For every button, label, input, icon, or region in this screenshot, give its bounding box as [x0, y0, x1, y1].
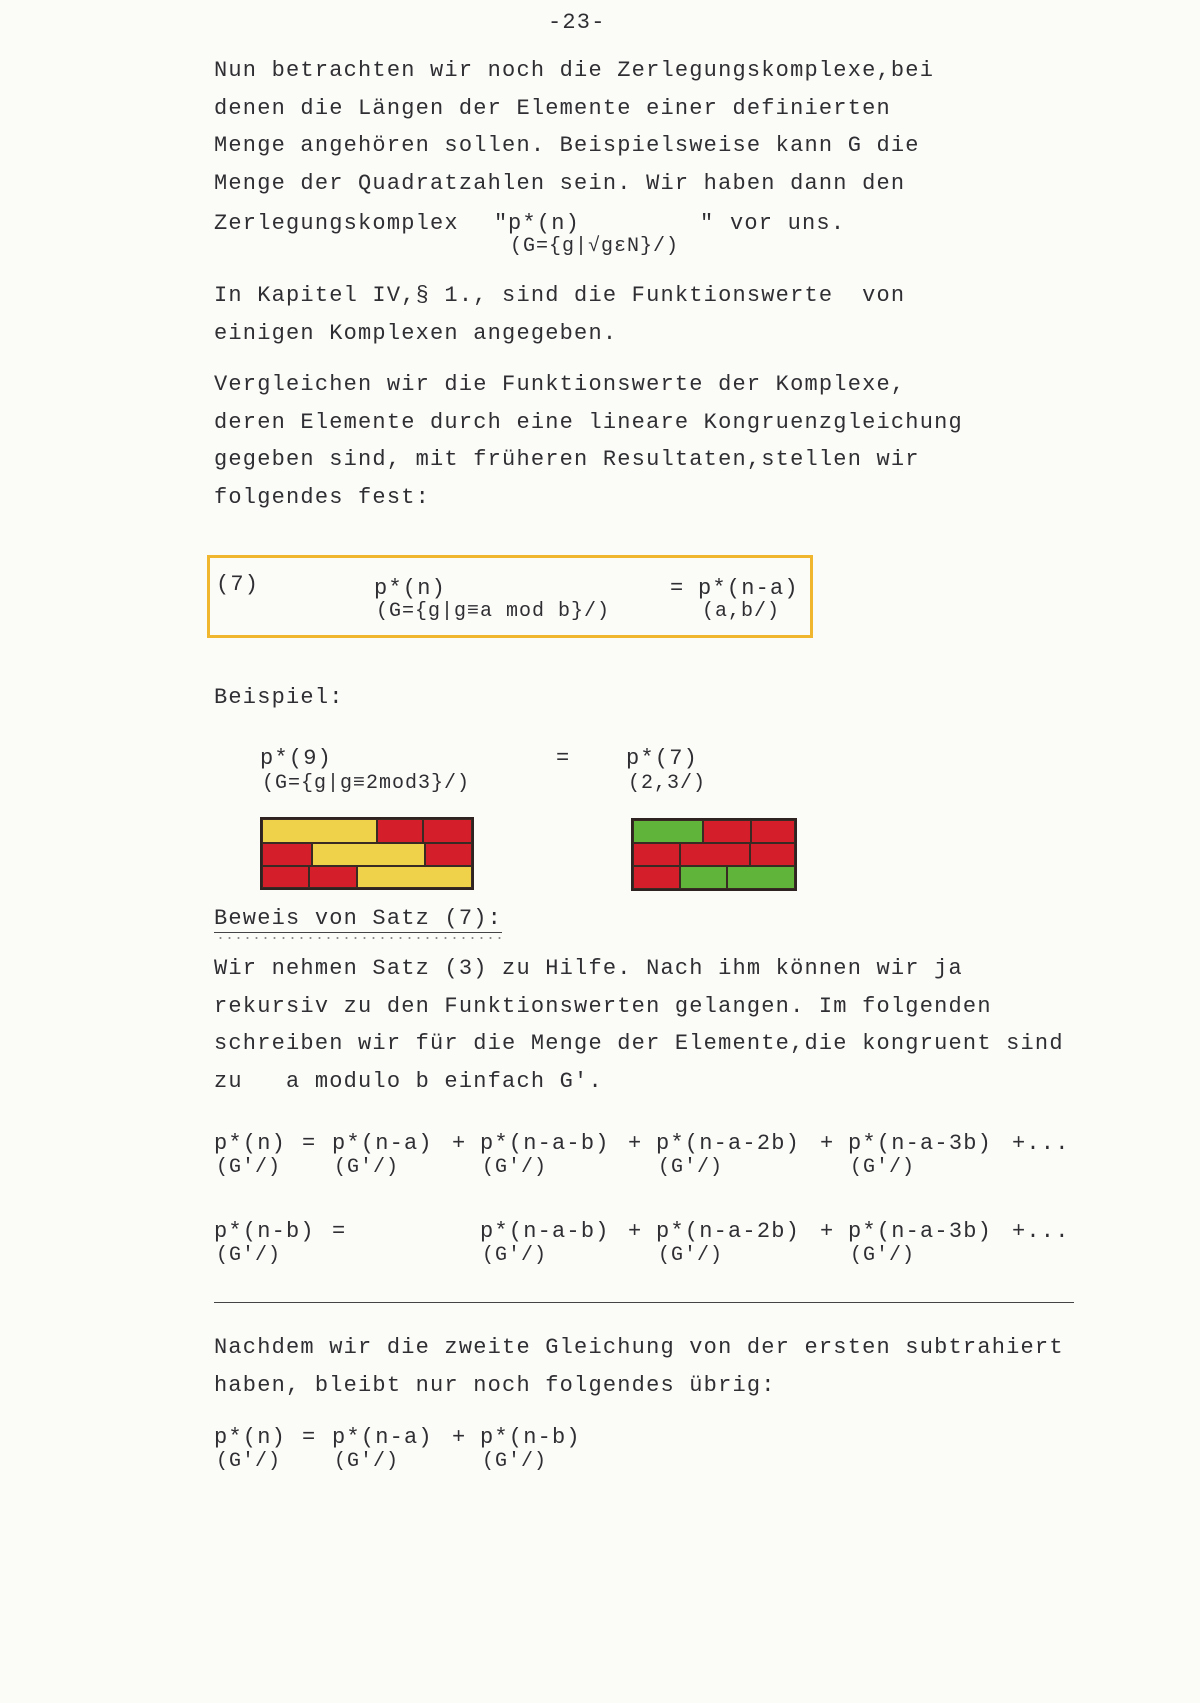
eq-subscript: (G'/) — [850, 1156, 916, 1179]
intro-line-prefix: Zerlegungskomplex — [214, 211, 459, 236]
example-equals: = — [556, 746, 571, 771]
eq-term: p*(n-a-3b) — [848, 1219, 993, 1244]
brick-yellow — [357, 866, 472, 888]
eq-operator: + — [820, 1131, 835, 1156]
text-line: folgendes fest: — [214, 484, 431, 510]
page-number: -23- — [548, 10, 606, 35]
eq-term: p*(n-a-b) — [480, 1131, 610, 1156]
text-line: schreiben wir für die Menge der Elemente,die kongruent sind — [214, 1031, 1064, 1056]
eq-term: p*(n-a) — [332, 1425, 433, 1450]
eq-operator: + — [452, 1425, 467, 1450]
theorem-equals: = — [670, 576, 685, 601]
brick-yellow — [262, 819, 377, 843]
eq-subscript: (G'/) — [334, 1156, 400, 1179]
brick-green — [633, 820, 703, 843]
text-line: Vergleichen wir die Funktionswerte der Komplexe, — [214, 372, 906, 397]
example-rhs-subscript: (2,3/) — [628, 772, 707, 795]
eq-operator: + — [820, 1219, 835, 1244]
example-heading: Beispiel: — [214, 685, 344, 710]
theorem-number: (7) — [216, 572, 260, 597]
proof-paragraph — [214, 956, 1114, 1106]
brick-red — [751, 820, 795, 843]
brick-red — [262, 843, 312, 866]
eq-subscript: (G'/) — [658, 1244, 724, 1267]
subtraction-rule — [214, 1302, 1074, 1303]
eq-subscript: (G'/) — [850, 1244, 916, 1267]
after-paragraph — [214, 1335, 1114, 1410]
brick-red — [633, 866, 680, 889]
intro-paragraph — [214, 58, 1114, 208]
eq-operator: + — [452, 1131, 467, 1156]
eq-term: p*(n-b) — [214, 1219, 315, 1244]
eq-subscript: (G'/) — [216, 1244, 282, 1267]
eq-term: p*(n) — [214, 1425, 287, 1450]
brick-red — [423, 819, 472, 843]
eq-term: p*(n-a-2b) — [656, 1131, 801, 1156]
eq-term: p*(n-b) — [480, 1425, 581, 1450]
brick-red — [633, 843, 680, 866]
eq-operator: = — [302, 1425, 317, 1450]
brick-red — [262, 866, 309, 888]
eq-term: p*(n) — [214, 1131, 287, 1156]
eq-term: p*(n-a) — [332, 1131, 433, 1156]
open-quote: " — [494, 211, 509, 236]
brick-red — [703, 820, 751, 843]
eq-operator: = — [302, 1131, 317, 1156]
theorem-rhs-subscript: (a,b/) — [702, 600, 781, 623]
text-line: deren Elemente durch eine lineare Kongruenzgleichung — [214, 409, 963, 435]
theorem-lhs: p*(n) — [374, 576, 447, 601]
eq-operator: +... — [1012, 1131, 1070, 1156]
eq-subscript: (G'/) — [334, 1450, 400, 1473]
text-line: Nachdem wir die zweite Gleichung von der ersten subtrahiert — [214, 1335, 1064, 1360]
intro-line-suffix: vor uns. — [730, 211, 846, 236]
eq-subscript: (G'/) — [482, 1156, 548, 1179]
eq-subscript: (G'/) — [216, 1450, 282, 1473]
text-line: einigen Komplexen angegeben. — [214, 320, 618, 346]
brick-red — [309, 866, 357, 888]
close-quote: " — [700, 211, 715, 236]
eq-subscript: (G'/) — [216, 1156, 282, 1179]
proof-heading: Beweis von Satz (7): — [214, 906, 503, 931]
intro-expression-subscript: (G={g|√gεN}/) — [510, 235, 680, 258]
eq-subscript: (G'/) — [658, 1156, 724, 1179]
text-line: Menge der Quadratzahlen sein. Wir haben dann den — [214, 170, 906, 196]
compare-paragraph — [214, 372, 1114, 522]
brick-red — [680, 843, 750, 866]
brick-red — [750, 843, 795, 866]
intro-expression: p*(n) — [508, 211, 581, 236]
brick-green — [727, 866, 795, 889]
text-line: Wir nehmen Satz (3) zu Hilfe. Nach ihm können wir ja — [214, 956, 963, 981]
eq-operator: +... — [1012, 1219, 1070, 1244]
theorem-lhs-subscript: (G={g|g≡a mod b}/) — [376, 600, 611, 623]
text-line: In Kapitel IV,§ 1., sind die Funktionswerte von — [214, 283, 906, 308]
text-line: gegeben sind, mit früheren Resultaten,stellen wir — [214, 447, 920, 472]
eq-term: p*(n-a-2b) — [656, 1219, 801, 1244]
eq-subscript: (G'/) — [482, 1244, 548, 1267]
text-line: Menge angehören sollen. Beispielsweise kann G die — [214, 133, 920, 158]
brick-red — [377, 819, 423, 843]
dotted-underline — [216, 936, 506, 940]
text-line: Nun betrachten wir noch die Zerlegungskomplexe,bei — [214, 58, 935, 83]
eq-term: p*(n-a-b) — [480, 1219, 610, 1244]
eq-term: p*(n-a-3b) — [848, 1131, 993, 1156]
eq-subscript: (G'/) — [482, 1450, 548, 1473]
eq-operator: + — [628, 1131, 643, 1156]
example-lhs-subscript: (G={g|g≡2mod3}/) — [262, 772, 471, 795]
brick-yellow — [312, 843, 425, 866]
text-line: zu a modulo b einfach G'. — [214, 1068, 603, 1094]
brick-green — [680, 866, 727, 889]
text-line: haben, bleibt nur noch folgendes übrig: — [214, 1372, 776, 1398]
text-line: rekursiv zu den Funktionswerten gelangen. Im folgenden — [214, 993, 992, 1019]
eq-operator: + — [628, 1219, 643, 1244]
theorem-rhs: p*(n-a) — [698, 576, 799, 601]
text-line: denen die Längen der Elemente einer definierten — [214, 95, 891, 121]
brick-red — [425, 843, 472, 866]
example-rhs: p*(7) — [626, 746, 699, 771]
kapitel-paragraph — [214, 283, 1114, 358]
example-lhs: p*(9) — [260, 746, 333, 771]
eq-operator: = — [332, 1219, 347, 1244]
